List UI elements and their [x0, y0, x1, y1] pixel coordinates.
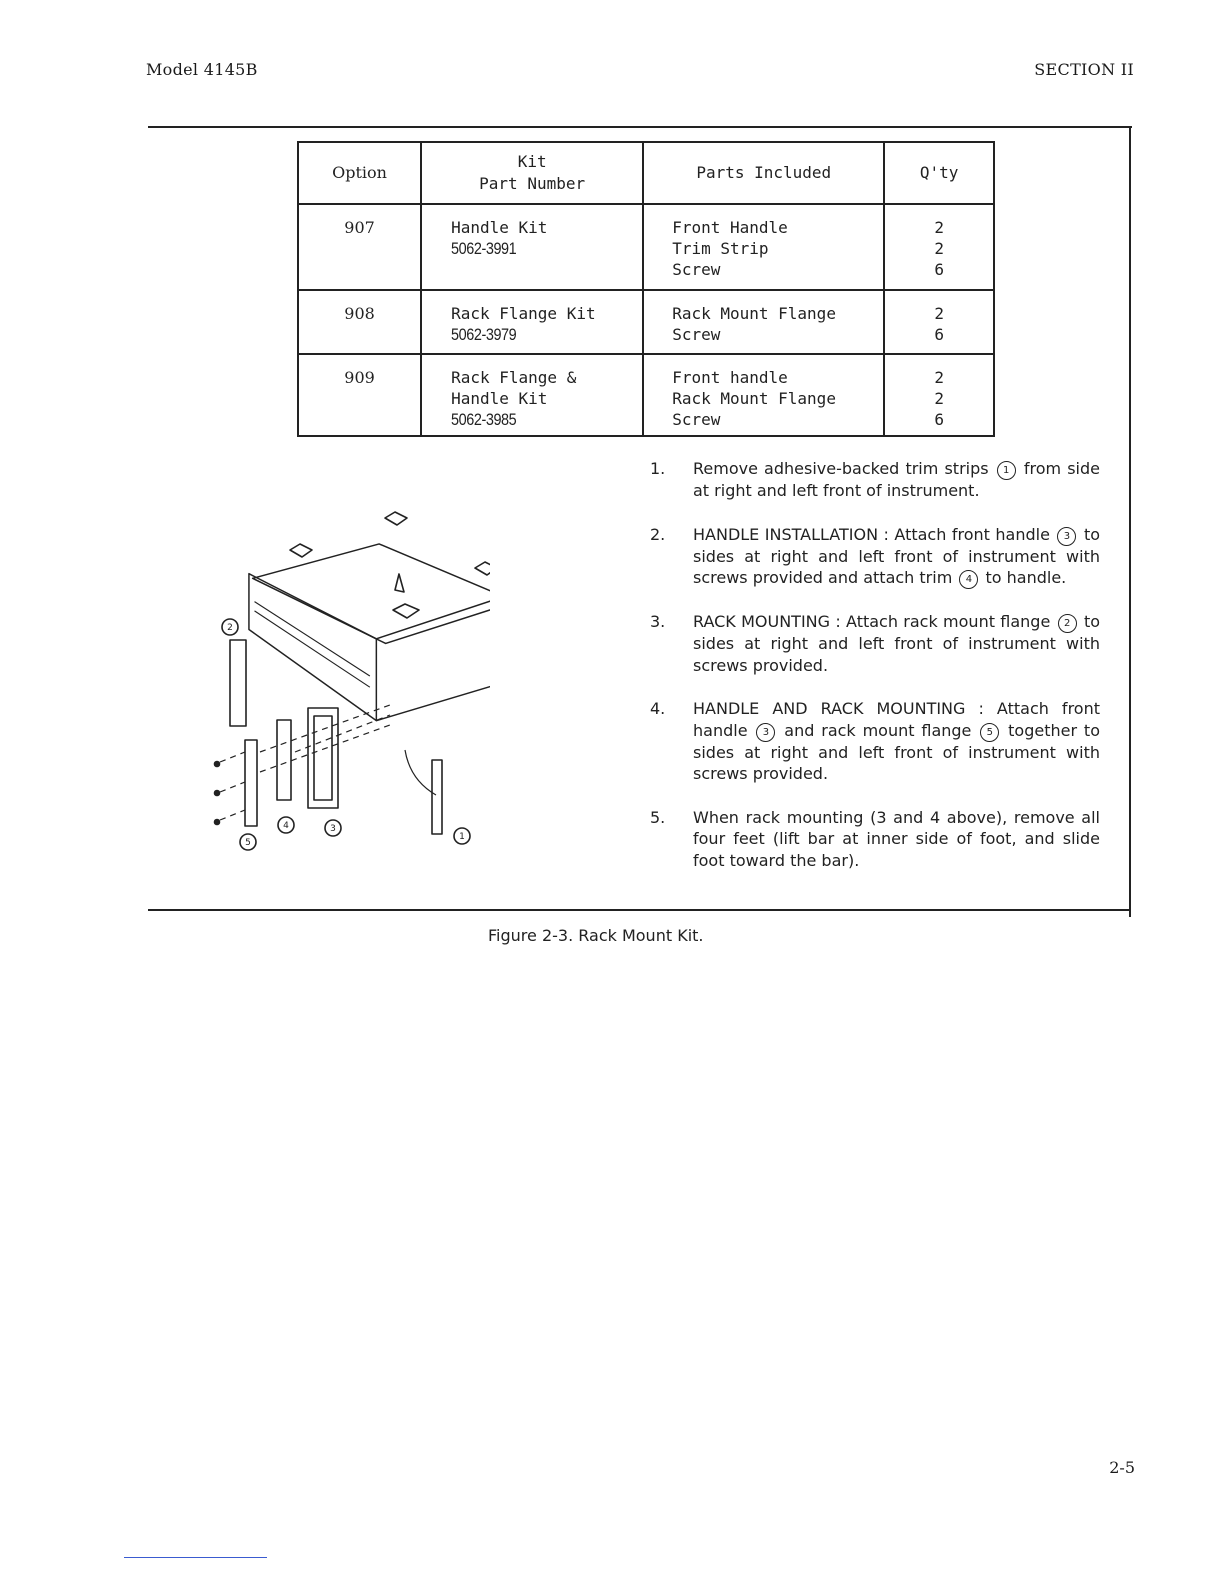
kit-part-number: 5062-3985 — [451, 410, 517, 429]
option-cell: 909 — [298, 354, 421, 436]
callout-circle-icon: 2 — [1058, 614, 1077, 633]
instrument-right-face — [376, 600, 490, 721]
header-section: SECTION II — [1034, 60, 1134, 79]
instruction-list — [650, 458, 1100, 893]
step-number: 3. — [650, 612, 666, 631]
part-item: Rack Mount Flange — [672, 389, 836, 408]
parts-cell — [643, 204, 884, 290]
header-qty: Q'ty — [884, 142, 994, 204]
step-number: 5. — [650, 807, 666, 827]
table-row — [298, 290, 994, 354]
header-parts: Parts Included — [643, 142, 884, 204]
page-number: 2-5 — [1109, 1458, 1135, 1477]
callout-label: 3 — [330, 824, 336, 834]
rack-mount-illustration — [200, 490, 490, 860]
instruction-step — [650, 611, 1100, 676]
instruction-step — [650, 698, 1100, 785]
foot-part — [385, 512, 407, 525]
instruction-step — [650, 807, 1100, 872]
kit-name: Rack Flange Kit — [451, 304, 596, 323]
figure-top-rule — [148, 126, 1132, 128]
step-text: and rack mount flange — [784, 720, 972, 740]
trim-strip-right — [432, 760, 442, 834]
instruction-step — [650, 524, 1100, 590]
callout-circle-icon: 4 — [959, 570, 978, 589]
part-item: Front Handle — [672, 218, 788, 237]
alignment-line — [220, 782, 245, 792]
step-text: to sides at right and left front of instrument with screws provided and attach trim — [693, 524, 1101, 587]
front-handle-left — [308, 708, 338, 808]
kit-name: Rack Flange & — [451, 368, 577, 387]
step-text: to handle. — [985, 568, 1067, 587]
qty-item: 2 — [934, 389, 944, 408]
part-item: Screw — [672, 260, 721, 279]
parts-cell — [643, 290, 884, 354]
callout-label: 5 — [245, 838, 251, 848]
foot-part — [290, 544, 312, 557]
callout-label: 4 — [283, 821, 289, 831]
kit-part-number: 5062-3991 — [451, 239, 517, 258]
step-number: 1. — [650, 459, 666, 478]
screw-icon — [215, 791, 220, 796]
kit-cell — [421, 354, 643, 436]
step-text: Remove adhesive-backed trim strips — [693, 459, 989, 478]
callout-label: 1 — [459, 832, 465, 842]
table-row — [298, 354, 994, 436]
step-text: to sides at right and left front of instrument with screws provided. — [693, 612, 1100, 675]
step-text: HANDLE INSTALLATION : Attach front handle — [693, 524, 1050, 544]
rack-flange-left — [245, 740, 257, 826]
header-kit-line2: Part Number — [479, 174, 586, 193]
header-kit — [421, 142, 643, 204]
kit-name: Handle Kit — [451, 389, 548, 408]
foot-part — [393, 604, 419, 618]
qty-item: 2 — [934, 304, 944, 323]
step-number: 4. — [650, 699, 666, 718]
qty-item: 6 — [934, 260, 944, 279]
instruction-step — [650, 458, 1100, 502]
header-model: Model 4145B — [146, 60, 258, 79]
screw-icon — [215, 820, 220, 825]
figure-bottom-rule — [148, 909, 1131, 911]
option-cell: 908 — [298, 290, 421, 354]
alignment-line — [260, 725, 390, 772]
step-text: RACK MOUNTING : Attach rack mount flange — [693, 612, 1051, 631]
qty-cell — [884, 204, 994, 290]
table-row — [298, 204, 994, 290]
option-table — [297, 141, 995, 437]
figure-right-rule — [1129, 126, 1131, 917]
callout-circle-icon: 3 — [1057, 527, 1076, 546]
step-text: from side at right and left front of instrument. — [693, 459, 1100, 500]
kit-cell — [421, 204, 643, 290]
part-item: Front handle — [672, 368, 788, 387]
part-item: Screw — [672, 410, 721, 429]
trim-piece — [277, 720, 291, 800]
front-rail — [255, 611, 370, 687]
trim-strip-left — [230, 640, 246, 726]
alignment-line — [220, 752, 245, 762]
option-cell: 907 — [298, 204, 421, 290]
foot-part — [475, 562, 490, 575]
kit-cell — [421, 290, 643, 354]
header-kit-line1: Kit — [517, 152, 547, 171]
header-option: Option — [298, 142, 421, 204]
alignment-line — [220, 810, 245, 820]
callout-circle-icon: 3 — [756, 723, 775, 742]
step-number: 2. — [650, 524, 666, 544]
screw-icon — [215, 762, 220, 767]
kit-part-number: 5062-3979 — [451, 325, 517, 344]
qty-item: 6 — [934, 325, 944, 344]
figure-caption: Figure 2-3. Rack Mount Kit. — [488, 926, 704, 945]
qty-item: 2 — [934, 368, 944, 387]
alignment-line — [260, 705, 390, 752]
instrument-front-face — [249, 574, 376, 721]
qty-item: 2 — [934, 239, 944, 258]
step-text: HANDLE AND RACK MOUNTING : Attach front handle — [693, 699, 1100, 740]
callout-circle-icon: 1 — [997, 461, 1016, 480]
front-rail — [255, 602, 370, 676]
table-header-row — [298, 142, 994, 204]
callout-label: 2 — [227, 623, 233, 633]
foot-bar — [395, 574, 404, 592]
footer-rule — [124, 1557, 267, 1558]
part-item: Screw — [672, 325, 721, 344]
kit-name: Handle Kit — [451, 218, 548, 237]
part-item: Rack Mount Flange — [672, 304, 836, 323]
callout-circle-icon: 5 — [980, 723, 999, 742]
part-item: Trim Strip — [672, 239, 769, 258]
qty-item: 6 — [934, 410, 944, 429]
parts-cell — [643, 354, 884, 436]
qty-cell — [884, 354, 994, 436]
step-text: together to sides at right and left front of instrument with screws provided. — [693, 720, 1100, 783]
qty-cell — [884, 290, 994, 354]
step-text: When rack mounting (3 and 4 above), remove all four feet (lift bar at inner side of foot, and slide foot toward the bar). — [693, 807, 1100, 870]
qty-item: 2 — [934, 218, 944, 237]
